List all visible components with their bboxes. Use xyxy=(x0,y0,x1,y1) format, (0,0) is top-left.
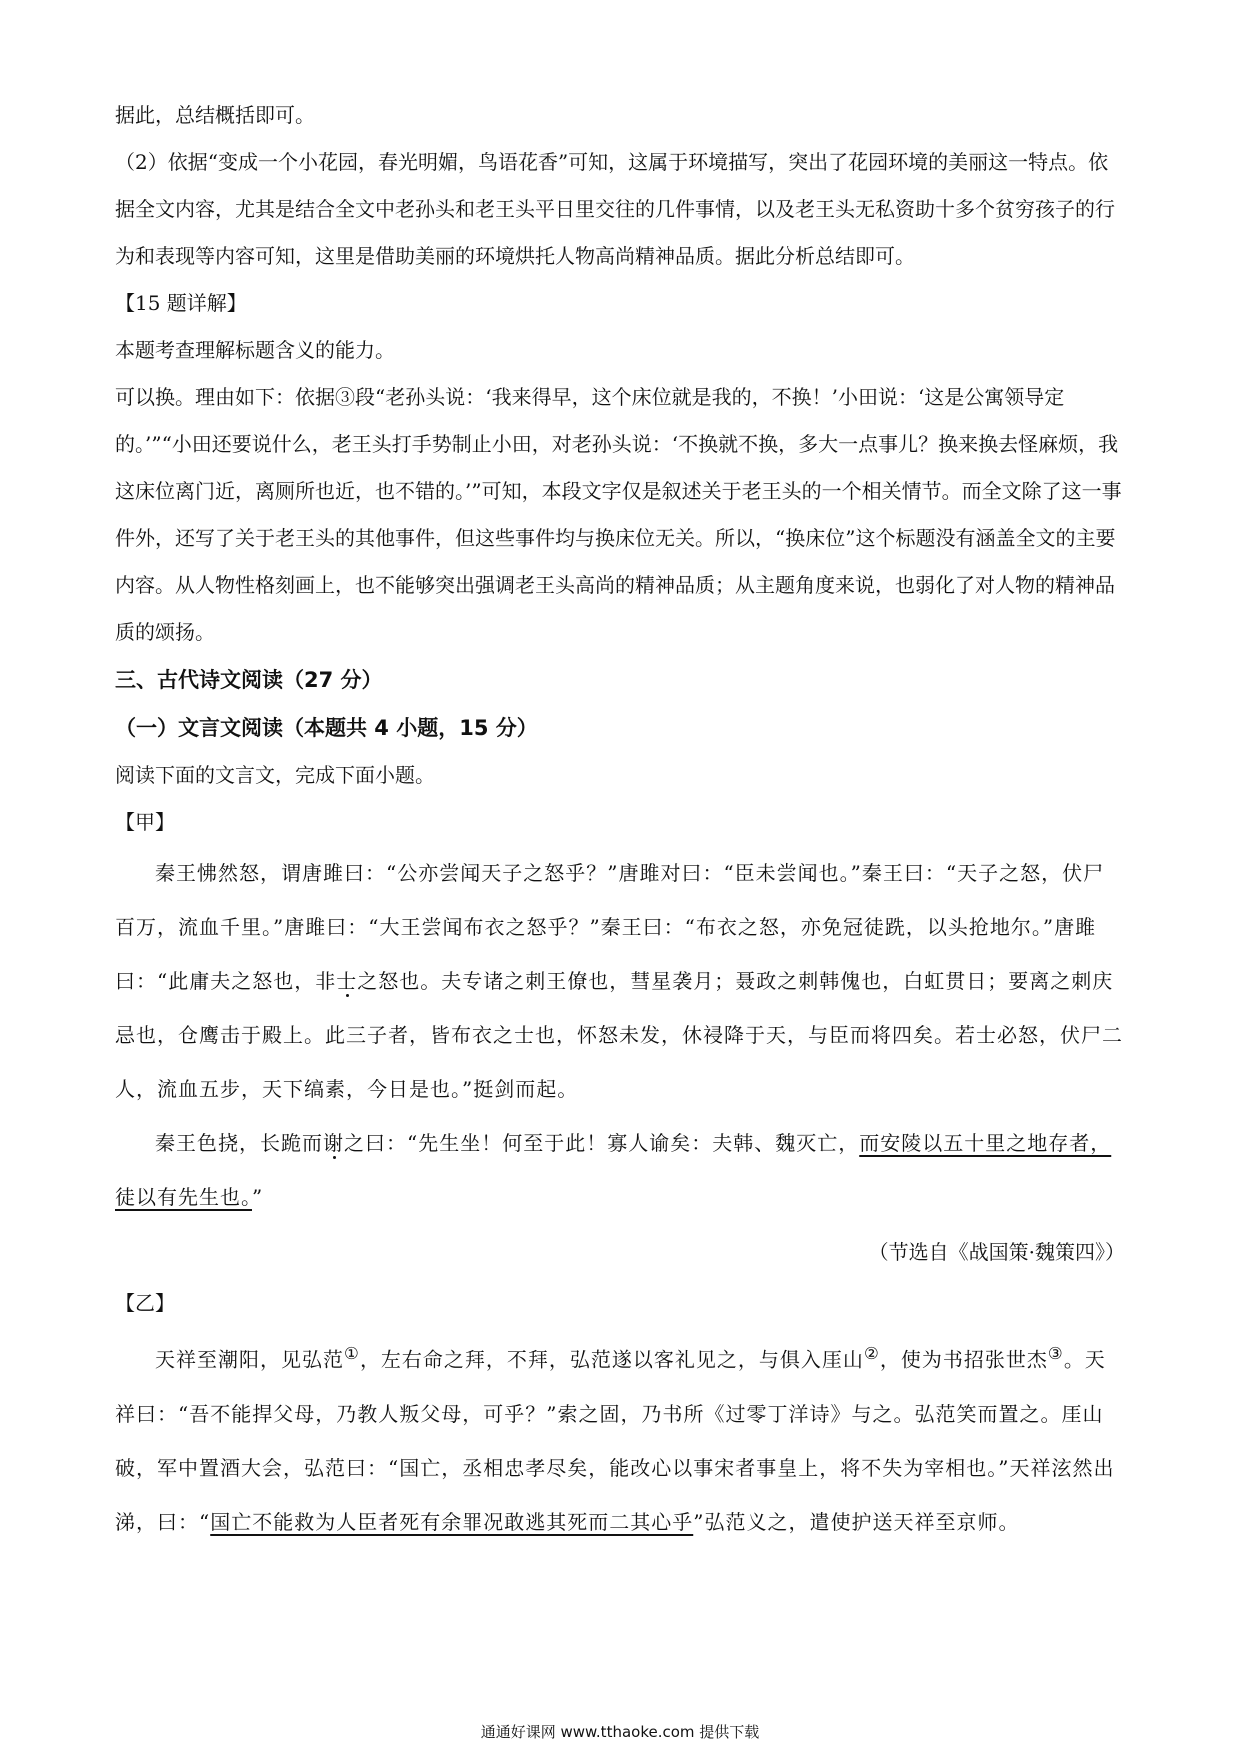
footnote-marker: ① xyxy=(344,1344,360,1363)
jia-p1-text-b: 之怒也。夫专诸之刺王僚也，彗星袭月；聂政之刺韩傀也，白虹贯日；要离之刺庆忌也，仓鹰击于殿上。此三子者，皆布衣之士也，怀怒未发，休祲降于天，与臣而将四矣。若士必怒，伏尸二人，流血五步，天下缟素，今日是也。”挺剑而起。 xyxy=(115,969,1123,1101)
q2-paragraph: （2）依据“变成一个小花园，春光明媚，鸟语花香”可知，这属于环境描写，突出了花园环境的美丽这一特点。依据全文内容，尤其是结合全文中老孙头和老王头平日里交往的几件事情，以及老王头无私资助十多个贫穷孩子的行为和表现等内容可知，这里是借助美丽的环境烘托人物高尚精神品质。据此分析总结即可。 xyxy=(115,150,1115,268)
intro-paragraph: 据此，总结概括即可。 xyxy=(115,103,315,127)
footnote-marker: ② xyxy=(863,1344,880,1363)
yi-paragraph xyxy=(115,1327,1125,1549)
jia-p2-text-b: 之曰：“先生坐！何至于此！寡人谕矣：夫韩、魏灭亡， xyxy=(344,1131,860,1155)
underlined-sentence: 而安陵以五十里之地存者，徒以有先生也。 xyxy=(115,1131,1112,1209)
dotted-character: 士 xyxy=(336,969,358,993)
yi-label: 【乙】 xyxy=(115,1291,175,1315)
dotted-character: 谢 xyxy=(323,1131,344,1155)
instruction: 阅读下面的文言文，完成下面小题。 xyxy=(115,763,435,787)
page-footer: 通通好课网 www.tthaoke.com 提供下载 xyxy=(480,1723,760,1741)
q15-intro: 本题考查理解标题含义的能力。 xyxy=(115,338,395,362)
section3-title: 三、古代诗文阅读（27 分） xyxy=(115,668,383,692)
q15-answer: 可以换。理由如下：依据③段“老孙头说：‘我来得早，这个床位就是我的，不换！’小田说：‘这是公寓领导定的。’”“小田还要说什么，老王头打手势制止小田，对老孙头说：‘不换就不换，多大一点事儿？换来换去怪麻烦，我这床位离门近，离厕所也近，也不错的。’”可知，本段文字仅是叙述关于老王头的一个相关情节。而全文除了这一事件外，还写了关于老王头的其他事件，但这些事件均与换床位无关。所以，“换床位”这个标题没有涵盖全文的主要内容。从人物性格刻画上，也不能够突出强调老王头高尚的精神品质；从主题角度来说，也弱化了对人物的精神品质的颂扬。 xyxy=(115,385,1122,644)
jia-paragraph-1 xyxy=(115,846,1125,1116)
yi-text-a: 天祥至潮阳，见弘范 xyxy=(155,1347,344,1372)
yi-text-e: ”弘范义之，遣使护送天祥至京师。 xyxy=(693,1509,1020,1534)
jia-p1-text-a: 秦王怫然怒，谓唐雎曰：“公亦尝闻天子之怒乎？”唐雎对曰：“臣未尝闻也。”秦王曰：“天子之怒，伏尸百万，流血千里。”唐雎曰：“大王尝闻布衣之怒乎？”秦王曰：“布衣之怒，亦免冠徒跣，以头抢地尔。”唐雎曰：“此庸夫之怒也，非 xyxy=(115,861,1105,993)
sub1-title: （一）文言文阅读（本题共 4 小题，15 分） xyxy=(115,716,538,740)
yi-text-c: ，使为书招张世杰 xyxy=(879,1347,1048,1372)
jia-source: （节选自《战国策·魏策四》） xyxy=(868,1240,1125,1264)
q15-heading: 【15 题详解】 xyxy=(115,291,247,315)
yi-text-d: 。天祥曰：“吾不能捍父母，乃教人叛父母，可乎？”索之固，乃书所《过零丁洋诗》与之。弘范笑而置之。厓山破，军中置酒大会，弘范曰：“国亡，丞相忠孝尽矣，能改心以事宋者事皇上，将不失为宰相也。”天祥泫然出涕，曰：“ xyxy=(115,1347,1115,1534)
underlined-sentence: 国亡不能救为人臣者死有余罪况敢逃其死而二其心乎 xyxy=(210,1509,694,1534)
jia-paragraph-2 xyxy=(115,1116,1125,1224)
yi-text-b: ，左右命之拜，不拜，弘范遂以客礼见之，与俱入厓山 xyxy=(359,1347,864,1372)
jia-p2-text-c: ” xyxy=(252,1185,264,1209)
jia-p2-text-a: 秦王色挠，长跪而 xyxy=(155,1131,323,1155)
text-column xyxy=(115,92,1125,1549)
jia-label: 【甲】 xyxy=(115,810,175,834)
footnote-marker: ③ xyxy=(1047,1344,1064,1363)
